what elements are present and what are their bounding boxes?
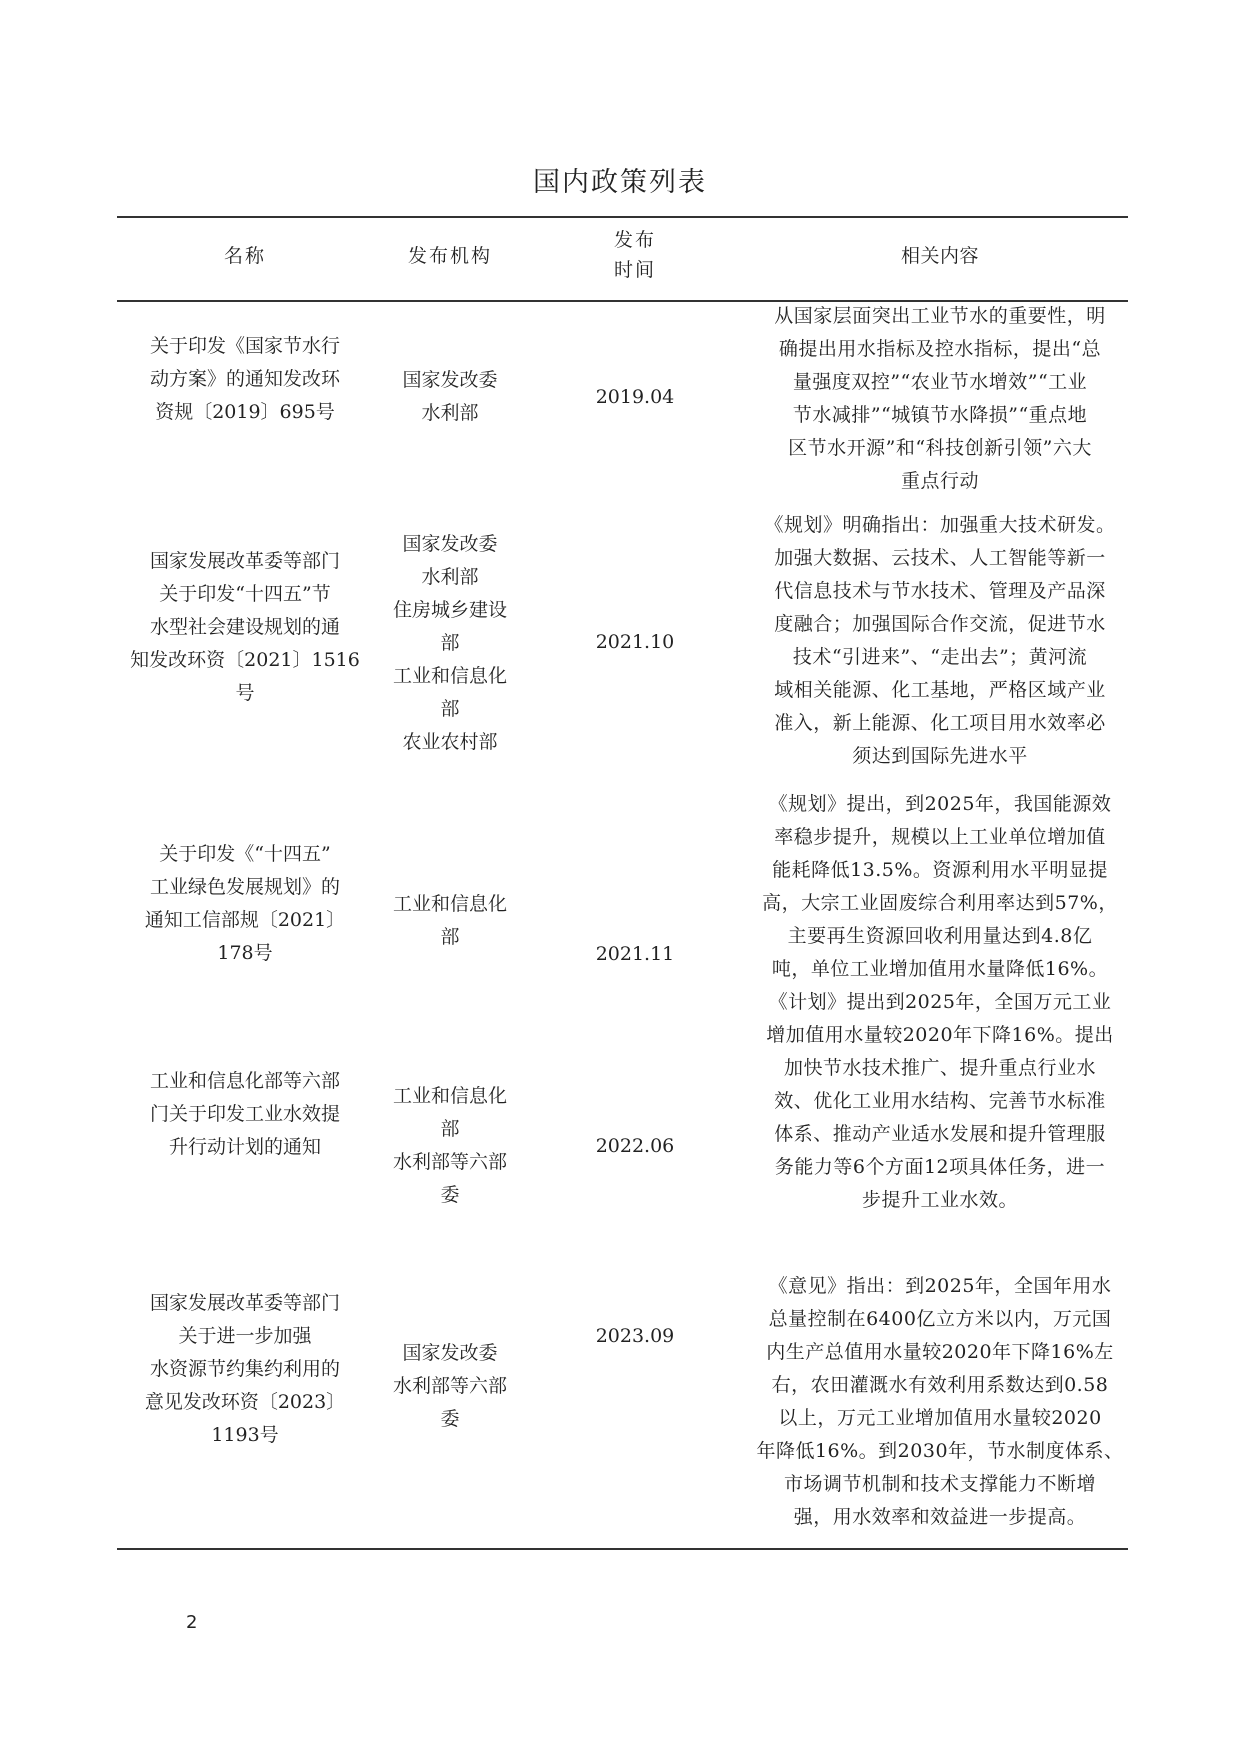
row2-name-line: 知发改环资〔2021〕1516 — [130, 649, 360, 671]
row4-org-line: 水利部等六部 — [392, 1151, 507, 1173]
row5-org — [375, 1337, 525, 1436]
row2-content-line: 度融合；加强国际合作交流，促进节水 — [774, 613, 1106, 635]
row1-name-line: 资规〔2019〕695号 — [155, 401, 335, 423]
row1-name — [125, 330, 365, 429]
row2-org-line: 国家发改委 — [402, 533, 498, 555]
row5-org-line: 水利部等六部 — [392, 1375, 507, 1397]
page-title: 国内政策列表 — [533, 167, 707, 198]
header-date-line2: 时间 — [613, 259, 656, 281]
row2-name-line: 国家发展改革委等部门 — [149, 550, 340, 572]
row5-content-line: 强，用水效率和效益进一步提高。 — [793, 1506, 1087, 1528]
row1-date: 2019.04 — [595, 386, 675, 408]
row3-content — [750, 788, 1130, 986]
row4-org — [375, 1080, 525, 1212]
row4-content-line: 步提升工业水效。 — [861, 1189, 1018, 1211]
row3-name-line: 关于印发《“十四五” — [159, 843, 331, 865]
row3-content-line: 高，大宗工业固废综合利用率达到57%， — [762, 892, 1118, 914]
row2-org-line: 部 — [440, 632, 460, 654]
row2-org-line: 住房城乡建设 — [392, 599, 507, 621]
row5-name-line: 意见发改环资〔2023〕 — [144, 1391, 346, 1413]
row5-name-line: 水资源节约集约利用的 — [149, 1358, 340, 1380]
row2-content-line: 代信息技术与节水技术、管理及产品深 — [774, 580, 1106, 602]
table-bottom-rule — [117, 1548, 1128, 1550]
row5-content — [750, 1270, 1130, 1534]
row2-name-line: 水型社会建设规划的通 — [149, 616, 340, 638]
row2-org-line: 工业和信息化 — [392, 665, 507, 687]
row2-content-line: 加强大数据、云技术、人工智能等新一 — [774, 547, 1106, 569]
row3-org-line: 部 — [440, 926, 460, 948]
row4-name-line: 升行动计划的通知 — [168, 1136, 321, 1158]
header-content: 相关内容 — [900, 245, 979, 267]
header-date-line1: 发布 — [613, 229, 656, 251]
row5-name-line: 国家发展改革委等部门 — [149, 1292, 340, 1314]
row3-name-line: 178号 — [217, 942, 273, 964]
row3-content-line: 吨，单位工业增加值用水量降低16%。 — [771, 958, 1109, 980]
row5-date: 2023.09 — [595, 1325, 675, 1347]
row3-content-line: 能耗降低13.5%。资源利用水平明显提 — [772, 859, 1108, 881]
row5-content-line: 以上，万元工业增加值用水量较2020 — [778, 1407, 1102, 1429]
row4-content-line: 效、优化工业用水结构、完善节水标准 — [774, 1090, 1106, 1112]
row3-name-line: 通知工信部规〔2021〕 — [144, 909, 346, 931]
row3-org — [375, 888, 525, 954]
header-org: 发布机构 — [407, 245, 492, 267]
row4-name — [125, 1065, 365, 1164]
row2-content-line: 技术“引进来”、“走出去”；黄河流 — [792, 646, 1088, 668]
row2-name-line: 号 — [235, 682, 255, 704]
row2-content — [750, 509, 1130, 773]
row1-content-line: 从国家层面突出工业节水的重要性，明 — [774, 305, 1106, 327]
row5-content-line: 内生产总值用水量较2020年下降16%左 — [766, 1341, 1114, 1363]
row3-org-line: 工业和信息化 — [392, 893, 507, 915]
row1-content-line: 节水减排”“城镇节水降损”“重点地 — [792, 404, 1088, 426]
row5-org-line: 国家发改委 — [402, 1342, 498, 1364]
row4-content-line: 加快节水技术推广、提升重点行业水 — [783, 1057, 1096, 1079]
row4-date: 2022.06 — [595, 1135, 675, 1157]
row2-org-line: 农业农村部 — [402, 731, 498, 753]
row3-name — [125, 838, 365, 970]
row4-content-line: 体系、推动产业适水发展和提升管理服 — [774, 1123, 1106, 1145]
row4-content — [750, 986, 1130, 1217]
row1-content-line: 确提出用水指标及控水指标，提出“总 — [778, 338, 1102, 360]
row5-name — [125, 1287, 365, 1452]
row4-org-line: 委 — [440, 1184, 460, 1206]
row2-name — [125, 545, 365, 710]
row5-content-line: 右，农田灌溉水有效利用系数达到0.58 — [771, 1374, 1109, 1396]
row4-name-line: 工业和信息化部等六部 — [149, 1070, 340, 1092]
row5-name-line: 关于进一步加强 — [178, 1325, 312, 1347]
row3-date: 2021.11 — [595, 943, 675, 965]
row5-content-line: 总量控制在6400亿立方米以内，万元国 — [768, 1308, 1112, 1330]
row3-content-line: 主要再生资源回收利用量达到4.8亿 — [787, 925, 1093, 947]
row2-name-line: 关于印发“十四五”节 — [159, 583, 331, 605]
row1-org-line: 国家发改委 — [402, 369, 498, 391]
header-name: 名称 — [223, 245, 266, 267]
row2-content-line: 须达到国际先进水平 — [852, 745, 1028, 767]
row2-date: 2021.10 — [595, 631, 675, 653]
row1-name-line: 关于印发《国家节水行 — [149, 335, 340, 357]
row3-content-line: 《规划》提出，到2025年，我国能源效 — [768, 793, 1112, 815]
row1-content-line: 重点行动 — [900, 470, 979, 492]
row4-name-line: 门关于印发工业水效提 — [149, 1103, 340, 1125]
row2-content-line: 准入，新上能源、化工项目用水效率必 — [774, 712, 1106, 734]
table-top-rule — [117, 216, 1128, 218]
row2-org-line: 水利部 — [421, 566, 479, 588]
row5-content-line: 年降低16%。到2030年，节水制度体系、 — [756, 1440, 1124, 1462]
row4-content-line: 《计划》提出到2025年，全国万元工业 — [768, 991, 1112, 1013]
row1-content-line: 量强度双控”“农业节水增效”“工业 — [792, 371, 1088, 393]
row5-name-line: 1193号 — [211, 1424, 279, 1446]
row5-content-line: 《意见》指出：到2025年，全国年用水 — [768, 1275, 1112, 1297]
row3-name-line: 工业绿色发展规划》的 — [149, 876, 340, 898]
row1-org-line: 水利部 — [421, 402, 479, 424]
row4-org-line: 工业和信息化 — [392, 1085, 507, 1107]
row2-org-line: 部 — [440, 698, 460, 720]
row1-org — [375, 364, 525, 430]
row5-org-line: 委 — [440, 1408, 460, 1430]
row4-content-line: 增加值用水量较2020年下降16%。提出 — [766, 1024, 1114, 1046]
row4-content-line: 务能力等6个方面12项具体任务，进一 — [774, 1156, 1106, 1178]
page-number: 2 — [186, 1612, 198, 1633]
row5-content-line: 市场调节机制和技术支撑能力不断增 — [783, 1473, 1096, 1495]
row2-content-line: 域相关能源、化工基地，严格区域产业 — [774, 679, 1106, 701]
row1-name-line: 动方案》的通知发改环 — [149, 368, 340, 390]
row1-content — [750, 300, 1130, 498]
header-date — [560, 225, 710, 285]
row4-org-line: 部 — [440, 1118, 460, 1140]
row3-content-line: 率稳步提升，规模以上工业单位增加值 — [774, 826, 1106, 848]
row2-org — [375, 528, 525, 759]
row2-content-line: 《规划》明确指出：加强重大技术研发。 — [764, 514, 1116, 536]
row1-content-line: 区节水开源”和“科技创新引领”六大 — [788, 437, 1092, 459]
